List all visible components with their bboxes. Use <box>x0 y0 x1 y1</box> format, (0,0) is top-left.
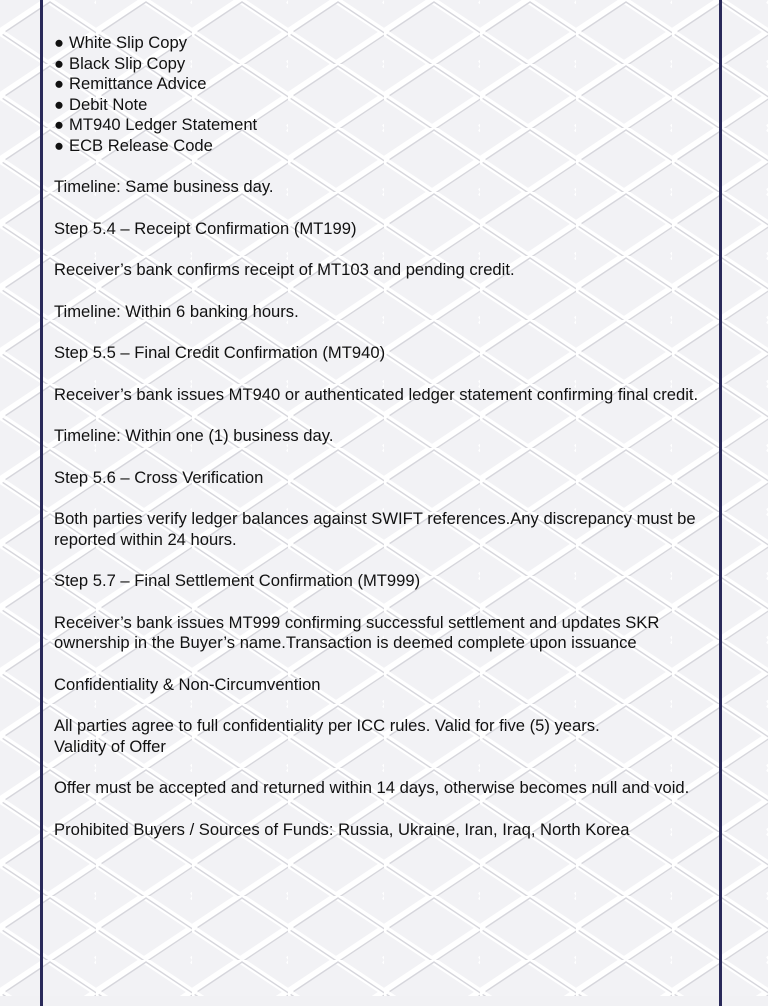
confidentiality-body: All parties agree to full confidentiality per ICC rules. Valid for five (5) years. <box>54 716 600 735</box>
list-item: ● White Slip Copy <box>54 33 188 52</box>
list-item: ● ECB Release Code <box>54 135 213 155</box>
step-5-7-heading: Step 5.7 – Final Settlement Confirmation (MT999) <box>54 571 421 590</box>
step-5-4-body: Receiver’s bank confirms receipt of MT103 and pending credit. <box>54 260 515 279</box>
step-5-5-heading: Step 5.5 – Final Credit Confirmation (MT940) <box>54 343 386 362</box>
step-5-5-timeline: Timeline: Within one (1) business day. <box>54 426 334 445</box>
step-5-6-heading: Step 5.6 – Cross Verification <box>54 467 264 487</box>
list-item: ● MT940 Ledger Statement <box>54 115 258 134</box>
validity-body: Offer must be accepted and returned within 14 days, otherwise becomes null and void. <box>54 778 690 797</box>
bullet-icon: ● <box>54 53 65 73</box>
step-5-4-timeline: Timeline: Within 6 banking hours. <box>54 301 299 321</box>
bullet-icon: ● <box>54 135 65 155</box>
step-5-7-body: Receiver’s bank issues MT999 confirming successful settlement and updates SKR ownership in the Buyer’s name.Transaction is deemed complete upon issuance <box>54 612 660 652</box>
timeline-same-day: Timeline: Same business day. <box>54 177 274 196</box>
bullet-icon: ● <box>54 94 65 114</box>
step-5-6-body: Both parties verify ledger balances against SWIFT references.Any discrepancy must be reported within 24 hours. <box>54 509 696 549</box>
list-item: ● Black Slip Copy <box>54 53 186 73</box>
list-item: ● Debit Note <box>54 94 148 114</box>
prohibited-buyers: Prohibited Buyers / Sources of Funds: Russia, Ukraine, Iran, Iraq, North Korea <box>54 819 630 839</box>
confidentiality-heading: Confidentiality & Non-Circumvention <box>54 674 321 694</box>
required-documents-list <box>54 33 726 156</box>
bullet-icon: ● <box>54 74 65 93</box>
document-body <box>54 33 726 840</box>
bullet-icon: ● <box>54 115 65 134</box>
step-5-4-heading: Step 5.4 – Receipt Confirmation (MT199) <box>54 218 357 238</box>
bullet-icon: ● <box>54 33 65 52</box>
validity-heading: Validity of Offer <box>54 736 166 756</box>
step-5-5-body: Receiver’s bank issues MT940 or authenticated ledger statement confirming final credit. <box>54 384 699 404</box>
list-item: ● Remittance Advice <box>54 74 207 93</box>
